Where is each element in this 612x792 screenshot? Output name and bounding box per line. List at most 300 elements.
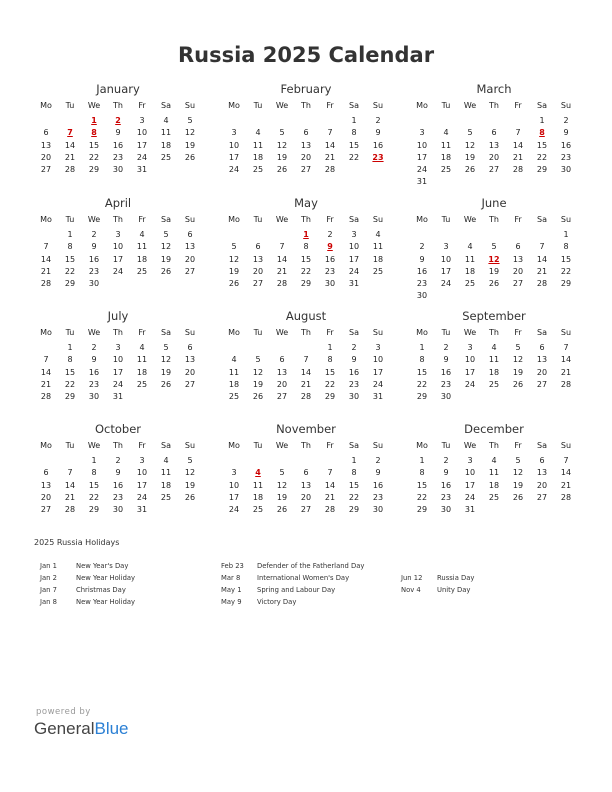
month-grid xyxy=(410,100,578,189)
day-cell: 9 xyxy=(443,355,449,365)
day-cell: 26 xyxy=(160,379,172,389)
holiday-day-cell: 4 xyxy=(255,468,261,478)
day-cell: 5 xyxy=(187,116,193,125)
day-cell: 25 xyxy=(488,379,500,389)
weekday-header: Sa xyxy=(161,101,171,110)
day-cell: 7 xyxy=(43,355,49,365)
day-cell: 19 xyxy=(488,266,500,276)
day-cell: 25 xyxy=(372,266,384,276)
day-cell: 23 xyxy=(416,279,428,289)
day-cell: 15 xyxy=(88,140,100,150)
holiday-date: Jan 2 xyxy=(40,574,57,582)
day-cell: 16 xyxy=(112,140,124,150)
day-cell: 11 xyxy=(160,128,172,138)
day-cell: 17 xyxy=(416,152,428,162)
holidays-title: 2025 Russia Holidays xyxy=(34,538,120,547)
day-cell: 13 xyxy=(40,480,52,490)
day-cell: 18 xyxy=(228,379,240,389)
day-cell: 7 xyxy=(539,242,545,252)
day-cell: 22 xyxy=(64,379,76,389)
day-cell: 6 xyxy=(491,128,497,138)
day-cell: 23 xyxy=(560,152,572,162)
day-cell: 24 xyxy=(136,492,148,502)
weekday-header: Su xyxy=(184,441,196,450)
weekday-header: Tu xyxy=(253,441,263,450)
day-cell: 27 xyxy=(276,392,288,402)
day-cell: 4 xyxy=(139,343,145,352)
day-cell: 29 xyxy=(64,279,76,289)
day-cell: 29 xyxy=(88,505,100,515)
day-cell: 2 xyxy=(327,230,333,239)
day-cell: 12 xyxy=(512,468,524,478)
holiday-day-cell: 2 xyxy=(115,116,121,125)
weekday-header: Mo xyxy=(40,101,52,110)
weekday-header: Sa xyxy=(537,328,547,337)
day-cell: 18 xyxy=(488,367,500,377)
day-cell: 30 xyxy=(112,505,124,515)
day-cell: 11 xyxy=(488,468,500,478)
brand-logo[interactable] xyxy=(34,719,129,739)
weekday-header: We xyxy=(275,441,289,450)
day-cell: 8 xyxy=(91,468,97,478)
weekday-header: Sa xyxy=(537,441,547,450)
holiday-name: Victory Day xyxy=(257,598,297,606)
day-cell: 4 xyxy=(163,456,169,465)
day-cell: 15 xyxy=(324,367,336,377)
day-cell: 17 xyxy=(228,492,240,502)
empty-cell xyxy=(270,115,294,127)
holiday-date: May 9 xyxy=(221,598,242,606)
day-cell: 10 xyxy=(136,468,148,478)
day-cell: 15 xyxy=(536,140,548,150)
day-cell: 22 xyxy=(560,266,572,276)
day-cell: 12 xyxy=(228,254,240,264)
empty-cell xyxy=(270,455,294,467)
day-cell: 29 xyxy=(560,279,572,289)
weekday-header: Tu xyxy=(253,101,263,110)
month-december xyxy=(410,422,578,516)
day-cell: 30 xyxy=(440,392,452,402)
holiday-column xyxy=(40,560,135,608)
day-cell: 20 xyxy=(252,266,264,276)
weekday-header: Fr xyxy=(326,441,334,450)
holiday-row xyxy=(401,572,474,584)
day-cell: 16 xyxy=(324,254,336,264)
empty-cell xyxy=(434,115,458,127)
page-title: Russia 2025 Calendar xyxy=(177,43,435,67)
day-cell: 28 xyxy=(512,165,524,175)
day-cell: 16 xyxy=(348,367,360,377)
day-cell: 7 xyxy=(515,128,521,138)
holiday-row xyxy=(40,560,135,572)
month-march xyxy=(410,82,578,189)
day-cell: 6 xyxy=(303,128,309,138)
day-cell: 29 xyxy=(88,165,100,175)
day-cell: 29 xyxy=(416,392,428,402)
day-cell: 7 xyxy=(43,242,49,252)
day-cell: 15 xyxy=(416,480,428,490)
day-cell: 10 xyxy=(228,140,240,150)
holiday-row xyxy=(401,560,474,572)
day-cell: 28 xyxy=(40,392,52,402)
day-cell: 11 xyxy=(488,355,500,365)
day-cell: 8 xyxy=(67,355,73,365)
day-cell: 18 xyxy=(464,266,476,276)
day-cell: 4 xyxy=(139,230,145,239)
day-cell: 31 xyxy=(464,505,476,515)
day-cell: 12 xyxy=(184,128,196,138)
day-cell: 29 xyxy=(64,392,76,402)
holiday-name: New Year Holiday xyxy=(76,598,136,606)
day-cell: 5 xyxy=(515,456,521,465)
day-cell: 13 xyxy=(536,468,548,478)
weekday-header: We xyxy=(87,441,101,450)
month-name: January xyxy=(96,82,140,96)
weekday-header: Mo xyxy=(40,328,52,337)
day-cell: 17 xyxy=(464,367,476,377)
day-cell: 22 xyxy=(300,266,312,276)
day-cell: 14 xyxy=(324,480,336,490)
day-cell: 21 xyxy=(560,480,572,490)
weekday-header: Su xyxy=(560,328,572,337)
weekday-header: Tu xyxy=(253,215,263,224)
holiday-column xyxy=(401,560,474,596)
weekday-header: Mo xyxy=(416,101,428,110)
weekday-header: Sa xyxy=(161,215,171,224)
day-cell: 13 xyxy=(40,140,52,150)
day-cell: 19 xyxy=(184,140,196,150)
day-cell: 27 xyxy=(512,279,524,289)
day-cell: 15 xyxy=(64,367,76,377)
day-cell: 25 xyxy=(228,392,240,402)
day-cell: 13 xyxy=(512,254,524,264)
weekday-header: Fr xyxy=(138,215,146,224)
day-cell: 4 xyxy=(375,230,381,239)
day-cell: 9 xyxy=(351,355,357,365)
weekday-header: Th xyxy=(489,215,499,224)
day-cell: 7 xyxy=(279,242,285,252)
day-cell: 10 xyxy=(372,355,384,365)
empty-cell xyxy=(270,229,294,241)
day-cell: 24 xyxy=(416,165,428,175)
day-cell: 6 xyxy=(255,242,261,252)
day-cell: 19 xyxy=(160,254,172,264)
day-cell: 19 xyxy=(160,367,172,377)
month-grid xyxy=(222,214,390,290)
day-cell: 1 xyxy=(91,456,97,465)
day-cell: 3 xyxy=(115,343,121,352)
empty-cell xyxy=(34,342,58,354)
day-cell: 22 xyxy=(416,492,428,502)
day-cell: 31 xyxy=(372,392,384,402)
weekday-header: Su xyxy=(372,441,384,450)
day-cell: 15 xyxy=(560,254,572,264)
holiday-day-cell: 23 xyxy=(372,152,384,162)
day-cell: 22 xyxy=(348,152,360,162)
day-cell: 12 xyxy=(464,140,476,150)
day-cell: 24 xyxy=(112,266,124,276)
day-cell: 3 xyxy=(443,242,449,252)
empty-cell xyxy=(34,229,58,241)
empty-cell xyxy=(530,229,554,241)
day-cell: 2 xyxy=(375,456,381,465)
day-cell: 21 xyxy=(40,379,52,389)
day-cell: 3 xyxy=(139,456,145,465)
day-cell: 11 xyxy=(372,242,384,252)
month-name: October xyxy=(94,422,142,436)
day-cell: 17 xyxy=(112,367,124,377)
day-cell: 30 xyxy=(440,505,452,515)
day-cell: 29 xyxy=(536,165,548,175)
month-name: July xyxy=(107,309,129,323)
weekday-header: We xyxy=(275,328,289,337)
weekday-header: Su xyxy=(372,215,384,224)
day-cell: 25 xyxy=(136,266,148,276)
day-cell: 16 xyxy=(88,254,100,264)
day-cell: 18 xyxy=(440,152,452,162)
day-cell: 30 xyxy=(372,505,384,515)
day-cell: 15 xyxy=(88,480,100,490)
day-cell: 9 xyxy=(375,128,381,138)
weekday-header: Sa xyxy=(537,215,547,224)
day-cell: 25 xyxy=(160,492,172,502)
empty-cell xyxy=(222,115,246,127)
day-cell: 30 xyxy=(416,291,428,301)
holiday-name: New Year's Day xyxy=(76,562,129,570)
holiday-row xyxy=(40,584,135,596)
day-cell: 11 xyxy=(252,140,264,150)
day-cell: 10 xyxy=(112,242,124,252)
day-cell: 29 xyxy=(416,505,428,515)
day-cell: 24 xyxy=(136,152,148,162)
empty-cell xyxy=(294,115,318,127)
day-cell: 28 xyxy=(40,279,52,289)
day-cell: 16 xyxy=(112,480,124,490)
weekday-header: Mo xyxy=(416,441,428,450)
day-cell: 21 xyxy=(40,266,52,276)
day-cell: 24 xyxy=(228,505,240,515)
day-cell: 29 xyxy=(300,279,312,289)
weekday-header: Tu xyxy=(441,441,451,450)
day-cell: 1 xyxy=(419,456,425,465)
day-cell: 8 xyxy=(419,468,425,478)
day-cell: 14 xyxy=(276,254,288,264)
day-cell: 16 xyxy=(88,367,100,377)
holiday-row xyxy=(221,584,364,596)
day-cell: 10 xyxy=(348,242,360,252)
month-grid xyxy=(410,327,578,403)
weekday-header: Th xyxy=(113,101,123,110)
day-cell: 20 xyxy=(276,379,288,389)
empty-cell xyxy=(458,229,482,241)
weekday-header: Fr xyxy=(514,328,522,337)
day-cell: 6 xyxy=(303,468,309,478)
day-cell: 2 xyxy=(443,343,449,352)
day-cell: 5 xyxy=(515,343,521,352)
day-cell: 20 xyxy=(300,492,312,502)
month-name: May xyxy=(294,196,318,210)
empty-cell xyxy=(222,455,246,467)
day-cell: 14 xyxy=(512,140,524,150)
holiday-name: Defender of the Fatherland Day xyxy=(257,562,365,570)
month-grid xyxy=(34,214,202,290)
month-october xyxy=(34,422,202,516)
weekday-header: Fr xyxy=(514,101,522,110)
day-cell: 16 xyxy=(560,140,572,150)
day-cell: 7 xyxy=(563,456,569,465)
holiday-row xyxy=(40,572,135,584)
weekday-header: Tu xyxy=(441,101,451,110)
day-cell: 9 xyxy=(115,468,121,478)
holiday-date: Jan 1 xyxy=(40,562,57,570)
day-cell: 17 xyxy=(136,140,148,150)
day-cell: 8 xyxy=(419,355,425,365)
day-cell: 14 xyxy=(40,254,52,264)
day-cell: 2 xyxy=(351,343,357,352)
empty-cell xyxy=(222,229,246,241)
brand-name-blue: Blue xyxy=(94,719,129,738)
day-cell: 4 xyxy=(491,343,497,352)
holiday-date: Feb 23 xyxy=(221,562,244,570)
month-january xyxy=(34,82,202,176)
day-cell: 21 xyxy=(536,266,548,276)
day-cell: 22 xyxy=(88,152,100,162)
day-cell: 6 xyxy=(187,343,193,352)
empty-cell xyxy=(34,115,58,127)
day-cell: 1 xyxy=(351,456,357,465)
month-name: June xyxy=(481,196,507,210)
day-cell: 3 xyxy=(467,343,473,352)
day-cell: 11 xyxy=(228,367,240,377)
day-cell: 5 xyxy=(279,468,285,478)
day-cell: 8 xyxy=(351,128,357,138)
day-cell: 6 xyxy=(539,343,545,352)
day-cell: 4 xyxy=(163,116,169,125)
weekday-header: Sa xyxy=(349,441,359,450)
day-cell: 30 xyxy=(560,165,572,175)
day-cell: 30 xyxy=(88,279,100,289)
day-cell: 13 xyxy=(300,480,312,490)
day-cell: 8 xyxy=(327,355,333,365)
weekday-header: Mo xyxy=(40,441,52,450)
day-cell: 3 xyxy=(115,230,121,239)
brand-name-general: General xyxy=(34,719,95,738)
holiday-name: International Women's Day xyxy=(257,574,350,582)
day-cell: 30 xyxy=(324,279,336,289)
weekday-header: We xyxy=(463,328,477,337)
holiday-name: Unity Day xyxy=(437,586,471,594)
day-cell: 10 xyxy=(112,355,124,365)
empty-cell xyxy=(246,342,270,354)
day-cell: 27 xyxy=(40,165,52,175)
day-cell: 2 xyxy=(115,456,121,465)
day-cell: 1 xyxy=(327,343,333,352)
day-cell: 22 xyxy=(416,379,428,389)
day-cell: 18 xyxy=(136,367,148,377)
day-cell: 29 xyxy=(324,392,336,402)
weekday-header: Mo xyxy=(228,215,240,224)
day-cell: 27 xyxy=(184,379,196,389)
weekday-header: Th xyxy=(489,328,499,337)
weekday-header: Mo xyxy=(416,215,428,224)
empty-cell xyxy=(294,342,318,354)
month-name: September xyxy=(462,309,526,323)
holiday-name: Christmas Day xyxy=(76,586,126,594)
day-cell: 17 xyxy=(228,152,240,162)
day-cell: 28 xyxy=(276,279,288,289)
day-cell: 2 xyxy=(419,242,425,252)
day-cell: 14 xyxy=(536,254,548,264)
day-cell: 8 xyxy=(303,242,309,252)
day-cell: 21 xyxy=(324,152,336,162)
day-cell: 12 xyxy=(160,355,172,365)
day-cell: 2 xyxy=(443,456,449,465)
holiday-day-cell: 1 xyxy=(91,116,97,125)
day-cell: 19 xyxy=(512,480,524,490)
day-cell: 5 xyxy=(279,128,285,138)
day-cell: 20 xyxy=(40,152,52,162)
empty-cell xyxy=(34,455,58,467)
day-cell: 3 xyxy=(375,343,381,352)
day-cell: 16 xyxy=(372,140,384,150)
day-cell: 9 xyxy=(563,128,569,138)
day-cell: 25 xyxy=(252,505,264,515)
day-cell: 26 xyxy=(228,279,240,289)
day-cell: 16 xyxy=(440,367,452,377)
holiday-name: Russia Day xyxy=(437,574,475,582)
holiday-row xyxy=(221,596,364,608)
day-cell: 11 xyxy=(440,140,452,150)
day-cell: 5 xyxy=(187,456,193,465)
day-cell: 7 xyxy=(67,468,73,478)
day-cell: 17 xyxy=(464,480,476,490)
day-cell: 23 xyxy=(112,492,124,502)
day-cell: 27 xyxy=(536,379,548,389)
day-cell: 28 xyxy=(64,165,76,175)
day-cell: 17 xyxy=(440,266,452,276)
day-cell: 4 xyxy=(491,456,497,465)
day-cell: 4 xyxy=(231,355,237,365)
weekday-header: Fr xyxy=(138,328,146,337)
day-cell: 21 xyxy=(512,152,524,162)
day-cell: 18 xyxy=(252,492,264,502)
day-cell: 20 xyxy=(300,152,312,162)
month-september xyxy=(410,309,578,403)
day-cell: 3 xyxy=(351,230,357,239)
holiday-name: New Year Holiday xyxy=(76,574,136,582)
holiday-row xyxy=(221,560,364,572)
day-cell: 19 xyxy=(276,492,288,502)
weekday-header: Th xyxy=(301,101,311,110)
day-cell: 22 xyxy=(324,379,336,389)
day-cell: 15 xyxy=(348,140,360,150)
day-cell: 23 xyxy=(440,379,452,389)
weekday-header: We xyxy=(463,215,477,224)
day-cell: 25 xyxy=(160,152,172,162)
day-cell: 30 xyxy=(112,165,124,175)
holiday-day-cell: 8 xyxy=(539,128,545,138)
day-cell: 23 xyxy=(440,492,452,502)
day-cell: 23 xyxy=(348,379,360,389)
day-cell: 24 xyxy=(372,379,384,389)
weekday-header: Su xyxy=(372,328,384,337)
day-cell: 31 xyxy=(136,165,148,175)
month-july xyxy=(34,309,202,403)
day-cell: 10 xyxy=(464,355,476,365)
day-cell: 31 xyxy=(348,279,360,289)
day-cell: 17 xyxy=(136,480,148,490)
day-cell: 2 xyxy=(91,343,97,352)
